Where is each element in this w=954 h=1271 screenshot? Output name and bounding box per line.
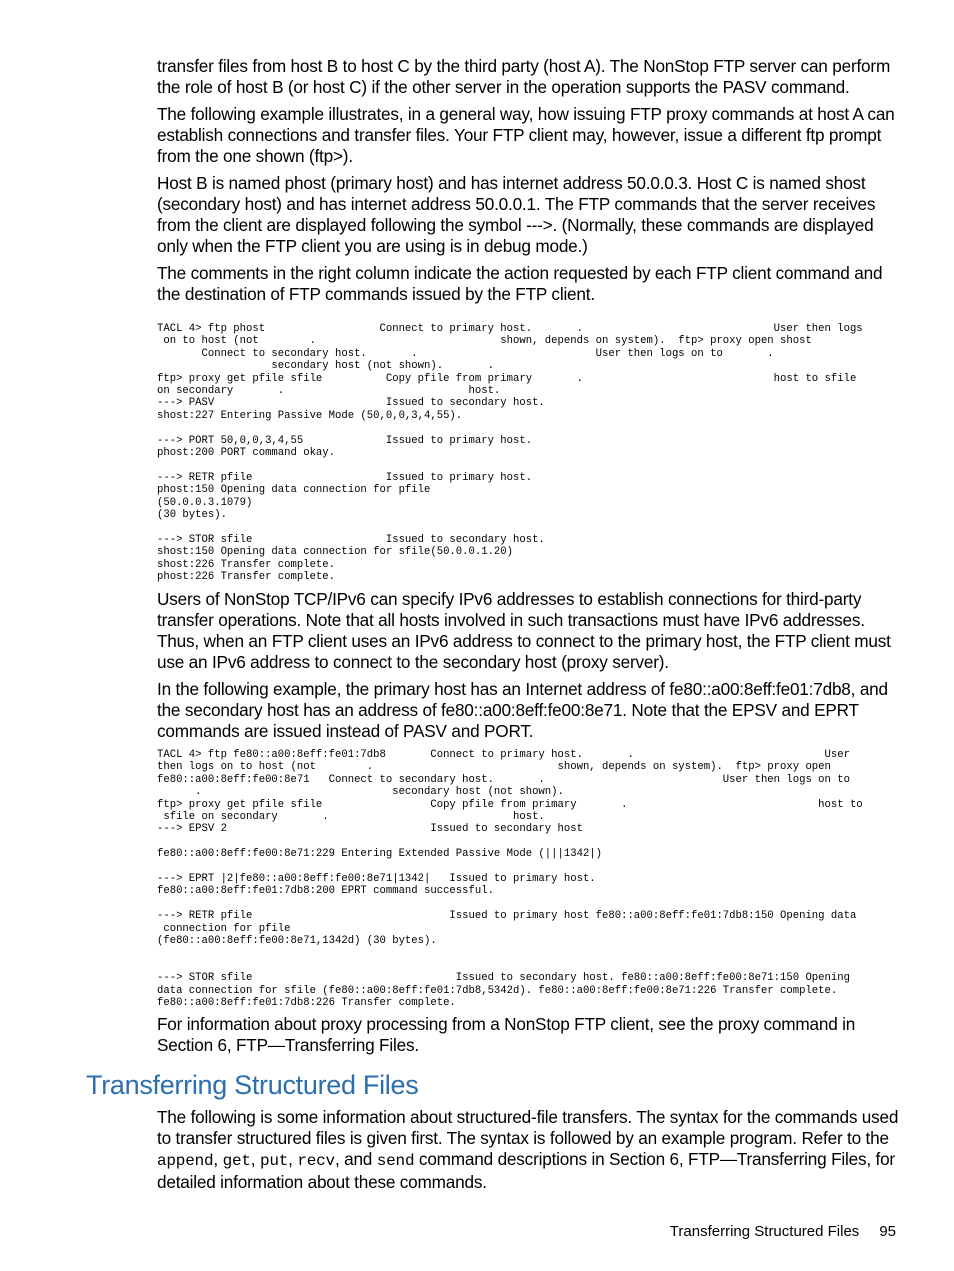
page-number: 95 [879, 1223, 896, 1240]
paragraph-third-party: transfer files from host B to host C by the third party (host A). The NonStop FTP server can perform the role of host B (or host C) if the other server in the operation supports the PASV command. [157, 56, 891, 97]
section-heading: Transferring Structured Files [86, 1070, 419, 1100]
separator: , [213, 1149, 223, 1169]
proxy-info-block [157, 1014, 899, 1056]
cmd-send: send [376, 1152, 415, 1170]
page-footer [670, 1222, 896, 1242]
paragraph-example-intro: The following example illustrates, in a general way, how issuing FTP proxy commands at host A can establish connections and transfer files. Your FTP client may, however, issue a different ftp prompt from the one shown (ftp>). [157, 104, 895, 166]
intro-text-block [157, 56, 899, 305]
separator: , and [334, 1149, 377, 1169]
paragraph-ipv6-users: Users of NonStop TCP/IPv6 can specify IPv6 addresses to establish connections for third-party transfer operations. Note that all hosts involved in such transactions must have IPv6 addresses. Thus, when an FTP client uses an IPv6 address to connect to the primary host, the FTP client must use an IPv6 address to connect to the secondary host (proxy server). [157, 589, 891, 672]
cmd-recv: recv [297, 1152, 335, 1170]
code-example-ipv6: TACL 4> ftp fe80::a00:8eff:fe01:7db8 Connect to primary host. . User then logs on to host (not . shown, depends on system). ftp> proxy open fe80::a00:8eff:fe00:8e71 Connect to secondary host. . User then logs on to . secondary host (not shown). ftp> proxy get pfile sfile Copy pfile from primary . host to sfile on secondary . host. ---> EPSV 2 Issued to secondary host fe80::a00:8eff:fe00:8e71:229 Entering Extended Passive Mode (|||1342|) ---> EPRT |2|fe80::a00:8eff:fe00:8e71|1342| Issued to primary host. fe80::a00:8eff:fe01:7db8:200 EPRT command successful. ---> RETR pfile Issued to primary host fe80::a00:8eff:fe01:7db8:150 Opening data connection for pfile (fe80::a00:8eff:fe00:8e71,1342d) (30 bytes). ---> STOR sfile Issued to secondary host. fe80::a00:8eff:fe00:8e71:150 Opening data connection for sfile (fe80::a00:8eff:fe01:7db8,5342d). fe80::a00:8eff:fe00:8e71:226 Transfer complete. fe80::a00:8eff:fe01:7db8:226 Transfer complete. [157, 749, 863, 1010]
paragraph-structured-intro [157, 1107, 899, 1193]
structured-intro-block [157, 1107, 899, 1193]
cmd-put: put [259, 1152, 289, 1170]
structured-intro-text: command descriptions in Section 6, FTP—Transferring Files, for detailed information about these commands. [157, 1149, 895, 1192]
paragraph-ipv6-example: In the following example, the primary host has an Internet address of fe80::a00:8eff:fe01:7db8, and the secondary host has an address of fe80::a00:8eff:fe00:8e71. Note that the EPSV and EPRT commands are issued instead of PASV and PORT. [157, 679, 888, 741]
paragraph-proxy-info: For information about proxy processing from a NonStop FTP client, see the proxy command in Section 6, FTP—Transferring Files. [157, 1014, 856, 1055]
code-example-ipv4: TACL 4> ftp phost Connect to primary host. . User then logs on to host (not . shown, depends on system). ftp> proxy open shost Connect to secondary host. . User then logs on to . secondary host (not shown). . ftp> proxy get pfile sfile Copy pfile from primary . host to sfile on secondary . host. ---> PASV Issued to secondary host. shost:227 Entering Passive Mode (50,0,0,3,4,55). ---> PORT 50,0,0,3,4,55 Issued to primary host. phost:200 PORT command okay. ---> RETR pfile Issued to primary host. phost:150 Opening data connection for pfile (50.0.0.3.1079) (30 bytes). ---> STOR sfile Issued to secondary host. shost:150 Opening data connection for sfile(50.0.0.1.20) shost:226 Transfer complete. phost:226 Transfer complete. [157, 323, 863, 584]
separator: , [288, 1149, 298, 1169]
cmd-get: get [222, 1152, 251, 1170]
paragraph-hosts: Host B is named phost (primary host) and has internet address 50.0.0.3. Host C is named shost (secondary host) and has internet address 50.0.0.1. The FTP commands that the server receives from the client are displayed following the symbol --->. (Normally, these commands are displayed only when the FTP client you are using is in debug mode.) [157, 173, 876, 256]
cmd-append: append [157, 1152, 214, 1170]
ipv6-text-block [157, 589, 899, 742]
structured-intro-text: The following is some information about structured-file transfers. The syntax for the commands used to transfer structured files is given first. The syntax is followed by an example program. Refer to the [157, 1107, 899, 1148]
paragraph-comments: The comments in the right column indicate the action requested by each FTP client command and the destination of FTP commands issued by the FTP client. [157, 263, 883, 304]
footer-running-title: Transferring Structured Files [669, 1223, 860, 1240]
separator: , [250, 1149, 260, 1169]
